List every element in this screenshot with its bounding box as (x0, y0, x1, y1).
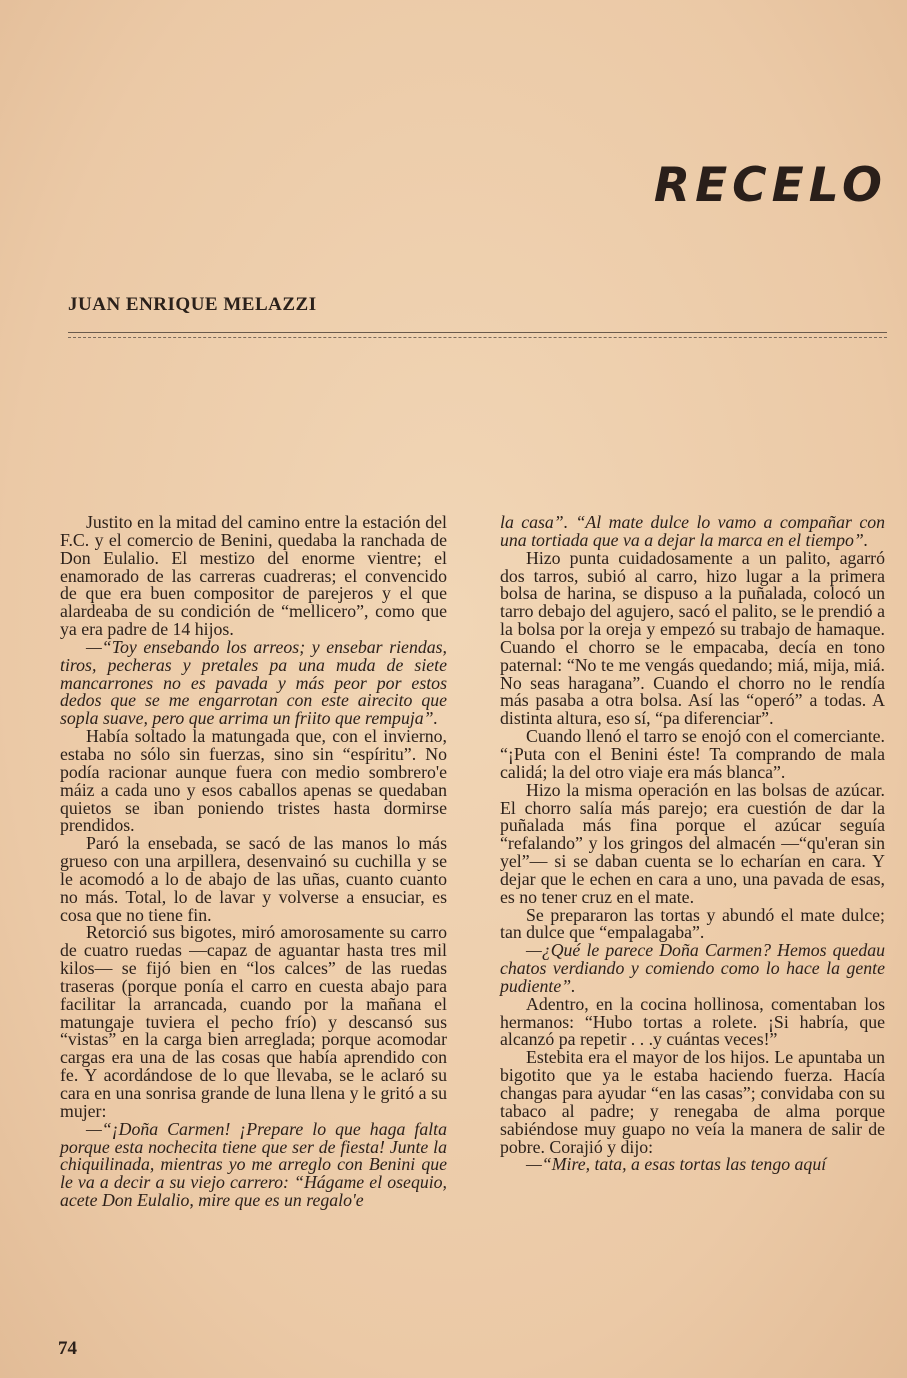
paragraph-dialogue: —“Toy ensebando los arreos; y ensebar riendas, tiros, pecheras y pretales pa una muda de siete mancarrones no es pavada y más peor por estos dedos que se me engarrotan con este airecito que sopla suave, pero que arrima un friito que rempuja”. (60, 636, 447, 729)
paragraph: Se prepararon las tortas y abundó el mate dulce; tan dulce que “empalagaba”. (500, 904, 885, 943)
paragraph: Cuando llenó el tarro se enojó con el comerciante. “¡Puta con el Benini éste! Ta comprando de mala calidá; la del otro viaje era más blanca”. (500, 726, 885, 782)
text-column-left (60, 514, 447, 1210)
paragraph: Había soltado la matungada que, con el invierno, estaba no sólo sin fuerzas, sino sin “espíritu”. No podía racionar aunque fuera con medio sombrero'e máiz a cada uno y esos caballos apenas se quedaban quietos se iban poniendo tristes hasta dormirse prendidos. (60, 726, 447, 836)
paragraph-dialogue: —¿Qué le parece Doña Carmen? Hemos quedau chatos verdiando y comiendo como lo hace la gente pudiente”. (500, 940, 885, 996)
header-rule (68, 332, 887, 333)
paragraph: Hizo punta cuidadosamente a un palito, agarró dos tarros, subió al carro, hizo lugar a la primera bolsa de harina, se dispuso a la puñalada, colocó un tarro debajo del agujero, sacó el palito, se le prendió a la bolsa por la oreja y empezó su trabajo de hamaque. Cuando el chorro se le empacaba, decía en tono paternal: “No te me vengás quedando; miá, mija, miá. No seas haragana”. Cuando el chorro no le rendía más pasaba a otra bolsa. Así las “operó” a todas. A distinta altura, eso sí, “pa diferenciar”. (500, 547, 885, 729)
paragraph: Hizo la misma operación en las bolsas de azúcar. El chorro salía más parejo; era cuestión de dar la puñalada más fina porque el azúcar seguía “refalando” y los gringos del almacén —“qu'eran sin yel”— si se daban cuenta se lo echarían en cara. Y dejar que le echen en cara a uno, una pavada de esas, es no tener cruz en el mate. (500, 779, 885, 907)
text-column-right (500, 514, 885, 1174)
author-byline: JUAN ENRIQUE MELAZZI (68, 294, 317, 315)
paragraph-continued: la casa”. “Al mate dulce lo vamo a compañar con una tortiada que va a dejar la marca en el tiempo”. (500, 512, 885, 550)
paragraph: Adentro, en la cocina hollinosa, comentaban los hermanos: “Hubo tortas a rolete. ¡Si habría, que alcanzó pa repetir . . .y cuántas veces!” (500, 993, 885, 1050)
paragraph: Justito en la mitad del camino entre la estación del F.C. y el comercio de Benini, quedaba la ranchada de Don Eulalio. El mestizo del enorme vientre; el enamorado de las carreras cuadreras; el convencido de que era buen compositor de parejeros y el que alardeaba de su condición de “mellicero”, como que ya era padre de 14 hijos. (60, 512, 447, 640)
paragraph: Estebita era el mayor de los hijos. Le apuntaba un bigotito que ya le estaba haciendo fuerza. Hacía changas para ayudar “en las casas”; convidaba con su tabaco al padre; y renegaba de alma porque sabiéndose muy guapo no veía la manera de salir de pobre. Corajió y dijo: (500, 1047, 885, 1157)
story-title: RECELO (653, 158, 887, 213)
paragraph: Retorció sus bigotes, miró amorosamente su carro de cuatro ruedas —capaz de aguantar hasta tres mil kilos— se fijó bien en “los calces” de las ruedas traseras (porque ponía el carro en cuesta abajo para facilitar la arrancada, cuando por la mañana el matungaje tuviera el pecho frío) y descansó sus “vistas” en la carga bien arreglada; porque acomodar cargas era una de las cosas que había aprendido con fe. Y acordándose de lo que llevaba, se le aclaró su cara en una sonrisa grande de luna llena y le gritó a su mujer: (60, 922, 447, 1121)
paragraph-dialogue: —“Mire, tata, a esas tortas las tengo aquí (526, 1154, 827, 1175)
paragraph: Paró la ensebada, se sacó de las manos lo más grueso con una arpillera, desenvainó su cuchilla y se le acomodó a lo de abajo de las uñas, cuanto cuanto no más. Total, lo de lavar y volverse a ensuciar, es cosa que no tiene fin. (60, 833, 447, 925)
header-rule-dashed (68, 337, 887, 338)
paragraph-dialogue: —“¡Doña Carmen! ¡Prepare lo que haga falta porque esta nochecita tiene que ser de fiesta! Junte la chiquilinada, mientras yo me arreglo con Benini que le va a decir a su viejo carrero: “Hágame el osequio, acete Don Eulalio, mire que es un regalo'e (60, 1118, 447, 1211)
page-number: 74 (58, 1338, 77, 1359)
